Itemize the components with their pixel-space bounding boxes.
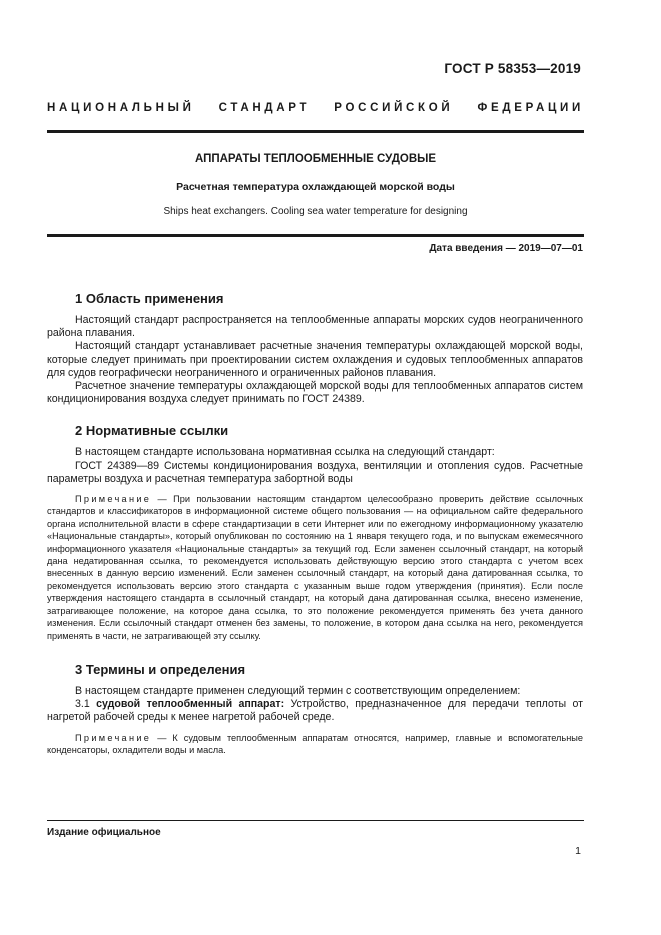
note-text: — При пользовании настоящим стандартом целесообразно проверить действие ссылочных стандартов и классификаторов в информационной системе общего пользования — на официальном сайте федерального органа исполнительной власти в сфере стандартизации в сети Интернет или по ежегодному информационному указателю «Национальные стандарты», который опубликован по состоянию на 1 января текущего года, и по выпускам ежемесячного информационного указателя «Национальные стандарты» за текущий год. Если заменен ссылочный стандарт, на который дана недатированная ссылка, то рекомендуется использовать действующую версию этого стандарта с учетом всех внесенных в данную версию изменений. Если заменен ссылочный стандарт, на который дана датированная ссылка, то рекомендуется использовать версию этого стандарта с указанным выше годом утверждения (принятия). Если после утверждения настоящего стандарта в ссылочный стандарт, на который дана датированная ссылка, внесено изменение, затрагивающее положение, на которое дана ссылка, то это положение рекомендуется применять без учета данного изменения. Если ссылочный стандарт отменен без замены, то положение, в котором дана ссылка на него, рекомендуется применять в части, не затрагивающей эту ссылку. xyxy=(47,494,583,641)
document-body xyxy=(47,291,584,756)
note-label: Примечание xyxy=(75,732,152,743)
section-1 xyxy=(47,291,583,406)
note-label: Примечание xyxy=(75,494,152,505)
section-2-note xyxy=(47,493,583,642)
term-name: судовой теплообменный аппарат: xyxy=(96,698,285,711)
term-definition-text: Устройство, предназначенное для передачи теплоты от нагретой рабочей среды к менее нагретой рабочей среде. xyxy=(47,698,584,724)
edition-label: Издание официальное xyxy=(47,827,161,838)
national-standard-title: НАЦИОНАЛЬНЫЙ СТАНДАРТ РОССИЙСКОЙ ФЕДЕРАЦИИ xyxy=(47,102,584,114)
section-3 xyxy=(47,662,583,756)
top-divider xyxy=(47,130,584,133)
section-2-paragraph-1: В настоящем стандарте использована нормативная ссылка на следующий стандарт: xyxy=(75,446,495,459)
term-number: 3.1 xyxy=(75,698,97,711)
footer-divider xyxy=(47,820,584,821)
document-title: АППАРАТЫ ТЕПЛООБМЕННЫЕ СУДОВЫЕ xyxy=(194,153,437,165)
section-3-paragraph-1: В настоящем стандарте применен следующий термин с соответствующим определением: xyxy=(75,684,521,697)
section-2 xyxy=(47,423,583,641)
spacer xyxy=(75,642,583,662)
spacer xyxy=(75,406,583,423)
section-2-heading: 2 Нормативные ссылки xyxy=(75,423,229,439)
section-3-heading: 3 Термины и определения xyxy=(75,661,246,677)
section-1-paragraph-1: Настоящий стандарт распространяется на теплообменные аппараты морских судов неограниченного района плавания. xyxy=(47,314,583,340)
section-1-heading: 1 Область применения xyxy=(75,291,224,306)
section-2-reference: ГОСТ 24389—89 Системы кондиционирования воздуха, вентиляции и отопления судов. Расчетные параметры воздуха и расчетная температура забортной воды xyxy=(47,459,583,485)
bottom-divider xyxy=(47,234,584,237)
gost-number: ГОСТ Р 58353—2019 xyxy=(444,61,581,76)
note-text: — К судовым теплообменным аппаратам относятся, например, главные и вспомогательные конденсаторы, охладители воды и масла. xyxy=(47,732,583,755)
document-subtitle: Расчетная температура охлаждающей морской воды xyxy=(176,181,455,193)
section-3-term-definition xyxy=(47,698,583,724)
document-title-english: Ships heat exchangers. Cooling sea water temperature for designing xyxy=(163,206,468,217)
section-1-paragraph-2: Настоящий стандарт устанавливает расчетные значения температуры охлаждающей морской воды, которые следует принимать при проектировании систем охлаждения и судовых теплообменных аппаратов для судов географически неограниченного и ограниченных районов плавания. xyxy=(47,340,583,379)
section-1-paragraph-3: Расчетное значение температуры охлаждающей морской воды для теплообменных аппаратов систем кондиционирования воздуха следует принимать по ГОСТ 24389. xyxy=(47,380,583,406)
section-3-note xyxy=(47,732,583,757)
page-number: 1 xyxy=(575,845,581,857)
introduction-date: Дата введения — 2019—07—01 xyxy=(429,243,583,254)
